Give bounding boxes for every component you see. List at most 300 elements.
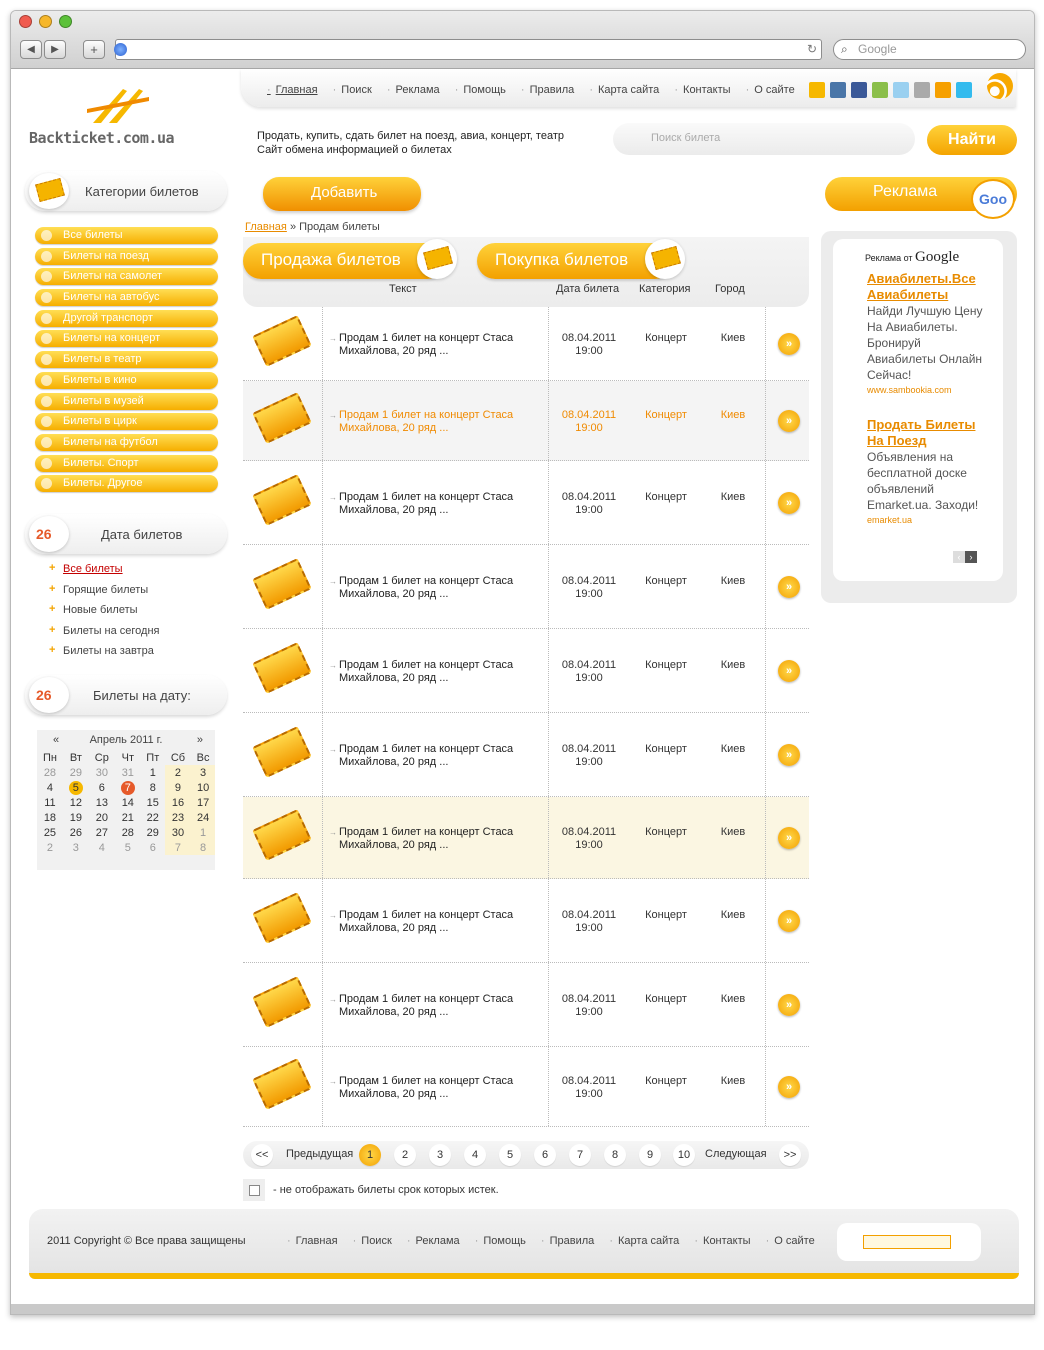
category-theater[interactable] xyxy=(35,351,218,368)
pager-prev[interactable]: Предыдущая xyxy=(286,1148,354,1160)
pager-page-2[interactable]: 2 xyxy=(394,1144,416,1166)
tab-buy-label: Покупка билетов xyxy=(495,250,629,269)
date-filter-hot[interactable]: + Горящие билеты xyxy=(49,584,160,605)
ads-by-google xyxy=(865,249,959,266)
calendar-day-number: 9 xyxy=(174,781,182,794)
film-icon xyxy=(41,375,52,386)
ticket-thumbnail[interactable] xyxy=(243,461,323,544)
ticket-date xyxy=(549,993,629,1019)
calendar-day-cell[interactable] xyxy=(37,840,63,855)
category-all-icon xyxy=(41,230,52,241)
ticket-date-time: 19:00 xyxy=(575,922,603,934)
nav-link-sitemap[interactable]: · Карта сайта xyxy=(589,84,659,96)
ticket-row[interactable] xyxy=(243,461,809,545)
ticket-row[interactable] xyxy=(243,545,809,629)
site-tagline xyxy=(257,129,564,157)
twitter-icon[interactable] xyxy=(956,82,972,98)
calendar-day-number: 7 xyxy=(174,841,182,854)
tagline-line-2: Сайт обмена информацией о билетах xyxy=(257,144,452,156)
ad-item xyxy=(867,271,991,397)
add-ticket-button[interactable]: Добавить xyxy=(263,177,421,211)
calendar-day-number: 8 xyxy=(149,781,156,794)
ticket-date xyxy=(549,491,629,517)
calendar-ticket-icon xyxy=(29,516,69,552)
calendar-day-cell[interactable] xyxy=(165,795,191,810)
browser-toolbar xyxy=(11,11,1034,69)
ticket-date-time: 19:00 xyxy=(575,672,603,684)
footer-link-ads[interactable]: · Реклама xyxy=(407,1235,460,1247)
ticket-description[interactable]: → Продам 1 билет на концерт Стаса Михайлова, 20 ряд ... xyxy=(339,332,539,358)
microphone-icon xyxy=(41,333,52,344)
pager-page-10[interactable]: 10 xyxy=(673,1144,695,1166)
calendar-weekday: Вт xyxy=(69,751,82,764)
tab-sell[interactable] xyxy=(243,243,445,279)
hide-expired-option xyxy=(243,1179,499,1201)
mask-icon xyxy=(41,354,52,365)
category-other-transport[interactable] xyxy=(35,310,218,327)
col-header-date: Дата билета xyxy=(556,283,620,295)
calendar-day-cell[interactable] xyxy=(165,840,191,855)
ticket-thumbnail[interactable] xyxy=(243,879,323,962)
ticket-date-day: 08.04.2011 xyxy=(561,743,617,755)
hide-expired-checkbox[interactable] xyxy=(243,1179,265,1201)
calendar-weekday: Чт xyxy=(121,751,134,764)
calendar-day-number: 26 xyxy=(69,826,82,839)
nav-link-help[interactable]: · Помощь xyxy=(455,84,506,96)
breadcrumb-home[interactable]: Главная xyxy=(245,221,287,233)
browser-search-field[interactable] xyxy=(833,39,1026,60)
calendar-day-cell[interactable] xyxy=(89,825,115,840)
counter-widget[interactable] xyxy=(837,1223,981,1261)
pager-page-4[interactable]: 4 xyxy=(464,1144,486,1166)
ticket-description[interactable]: → Продам 1 билет на концерт Стаса Михайлова, 20 ряд ... xyxy=(339,409,539,435)
hide-expired-label: - не отображать билеты срок которых истек. xyxy=(273,1183,499,1196)
category-museum[interactable] xyxy=(35,393,218,410)
train-icon xyxy=(41,251,52,262)
ticket-date-time: 19:00 xyxy=(575,345,603,357)
ticket-date-day: 08.04.2011 xyxy=(561,1075,617,1087)
calendar-day-cell[interactable] xyxy=(165,810,191,825)
category-football[interactable] xyxy=(35,434,218,451)
add-bookmark-button[interactable]: + xyxy=(83,40,105,59)
calendar-day-cell[interactable] xyxy=(115,795,141,810)
ticket-row[interactable] xyxy=(243,629,809,713)
ads-next-button[interactable]: › xyxy=(965,551,977,563)
ticket-row[interactable] xyxy=(243,797,809,879)
ad-title-link[interactable]: Продать Билеты На Поезд xyxy=(867,417,976,448)
calendar-weekday: Вс xyxy=(196,751,210,764)
ticket-description[interactable]: → Продам 1 билет на концерт Стаса Михайлова, 20 ряд ... xyxy=(339,909,539,935)
date-filter-new[interactable]: + Новые билеты xyxy=(49,604,160,625)
ad-url[interactable]: emarket.ua xyxy=(867,515,913,525)
ad-title-link[interactable]: Авиабилеты.Все Авиабилеты xyxy=(867,271,976,302)
category-cinema[interactable] xyxy=(35,372,218,389)
ticket-row[interactable] xyxy=(243,879,809,963)
bydate-header xyxy=(25,675,227,715)
footer-link-sitemap[interactable]: · Карта сайта xyxy=(609,1235,679,1247)
col-header-category: Категория xyxy=(639,283,691,295)
category-all[interactable] xyxy=(35,227,218,244)
google-logo-text: Google xyxy=(915,249,960,265)
calendar-day-cell[interactable] xyxy=(89,780,115,795)
calendar-day-cell[interactable] xyxy=(63,795,89,810)
circus-icon xyxy=(41,416,52,427)
ticket-icon xyxy=(252,392,312,444)
social-icons xyxy=(809,82,974,98)
facebook-icon[interactable] xyxy=(851,82,867,98)
calendar-day-number: 28 xyxy=(121,826,134,839)
footer-link-about[interactable]: · О сайте xyxy=(766,1235,815,1247)
ticket-category: Концерт xyxy=(645,743,687,755)
globe-icon xyxy=(114,43,127,56)
category-train[interactable] xyxy=(35,248,218,265)
nav-link-ads[interactable]: · Реклама xyxy=(387,84,440,96)
calendar-day-number: 6 xyxy=(98,781,105,794)
ticket-icon xyxy=(252,892,312,944)
ticket-thumbnail[interactable] xyxy=(243,797,323,878)
breadcrumb-separator: » xyxy=(289,221,297,233)
open-ticket-button[interactable]: » xyxy=(778,827,800,849)
ticket-row[interactable] xyxy=(243,713,809,797)
print-icon[interactable] xyxy=(914,82,930,98)
minimize-window-button[interactable] xyxy=(39,15,52,28)
nav-link-home[interactable]: · Главная xyxy=(267,84,318,96)
calendar-day-cell[interactable] xyxy=(191,765,215,780)
calendar-day-number: 11 xyxy=(44,796,56,809)
date-filter-today[interactable]: + Билеты на сегодня xyxy=(49,625,160,646)
calendar-weekday: Сб xyxy=(170,751,186,764)
category-bus[interactable] xyxy=(35,289,218,306)
calendar-day-cell[interactable] xyxy=(165,825,191,840)
open-ticket-button[interactable]: » xyxy=(778,994,800,1016)
calendar-weekday: Пт xyxy=(146,751,160,764)
ticket-date-day: 08.04.2011 xyxy=(561,409,617,421)
calendar-day-cell[interactable] xyxy=(37,810,63,825)
pager-page-8[interactable]: 8 xyxy=(604,1144,626,1166)
ads-box xyxy=(821,231,1017,603)
open-ticket-button[interactable]: » xyxy=(778,910,800,932)
zoom-window-button[interactable] xyxy=(59,15,72,28)
ticket-thumbnail[interactable] xyxy=(243,629,323,712)
nav-link-rules[interactable]: · Правила xyxy=(521,84,574,96)
ticket-icon xyxy=(252,1058,312,1110)
categories-title: Категории билетов xyxy=(85,184,199,199)
ticket-thumbnail[interactable] xyxy=(243,1047,323,1126)
logo-text: Backticket.com.ua xyxy=(29,129,175,147)
ticket-icon xyxy=(252,726,312,778)
calendar-day-cell[interactable] xyxy=(141,765,165,780)
category-label: Билеты в театр xyxy=(63,353,142,366)
open-ticket-button[interactable]: » xyxy=(778,1076,800,1098)
calendar-day-cell[interactable] xyxy=(191,810,215,825)
ticket-thumbnail[interactable] xyxy=(243,545,323,628)
calendar-day-cell[interactable] xyxy=(37,780,63,795)
calendar-day-cell[interactable] xyxy=(165,780,191,795)
calendar-day-cell[interactable] xyxy=(191,825,215,840)
footer-link-help[interactable]: · Помощь xyxy=(475,1235,526,1247)
ticket-date-time: 19:00 xyxy=(575,588,603,600)
calendar-day-number: 4 xyxy=(46,781,53,794)
ticket-icon xyxy=(252,315,312,367)
ticket-row[interactable] xyxy=(243,307,809,381)
calendar-day-number: 5 xyxy=(124,841,131,854)
calendar-day-number: 10 xyxy=(196,781,210,794)
odnoklassniki-icon[interactable] xyxy=(872,82,888,98)
vkontakte-icon[interactable] xyxy=(830,82,846,98)
calendar-day-cell[interactable] xyxy=(115,780,141,795)
calendar-day-cell[interactable] xyxy=(63,825,89,840)
mail-icon[interactable] xyxy=(893,82,909,98)
open-ticket-button[interactable]: » xyxy=(778,410,800,432)
pager-next[interactable]: Следующая xyxy=(705,1148,767,1160)
pager-first[interactable]: << xyxy=(251,1144,273,1166)
nav-link-about[interactable]: · О сайте xyxy=(746,84,795,96)
category-label: Другой транспорт xyxy=(63,311,153,324)
ticket-date-day: 08.04.2011 xyxy=(561,659,617,671)
calendar-day-number: 16 xyxy=(171,796,185,809)
ad-url[interactable]: www.sambookia.com xyxy=(867,385,952,395)
ticket-date-day: 08.04.2011 xyxy=(561,993,617,1005)
calendar-day-cell[interactable] xyxy=(63,840,89,855)
category-list xyxy=(35,227,218,496)
calendar-day-cell[interactable] xyxy=(141,810,165,825)
date-filter-list xyxy=(49,563,160,666)
plane-icon xyxy=(41,271,52,282)
ticket-description[interactable]: → Продам 1 билет на концерт Стаса Михайлова, 20 ряд ... xyxy=(339,743,539,769)
col-header-text: Текст xyxy=(389,283,417,295)
ticket-description[interactable]: → Продам 1 билет на концерт Стаса Михайлова, 20 ряд ... xyxy=(339,491,539,517)
ticket-thumbnail[interactable] xyxy=(243,381,323,460)
calendar-day-cell[interactable] xyxy=(191,840,215,855)
ticket-city: Киев xyxy=(720,491,746,503)
listing-tabs xyxy=(243,237,809,307)
rss-icon[interactable] xyxy=(987,73,1013,99)
calendar-day-number: 1 xyxy=(200,826,207,839)
calendar-day-number: 6 xyxy=(149,841,156,854)
category-other[interactable] xyxy=(35,475,218,492)
calendar-day: 26 xyxy=(36,687,52,703)
ticket-date-time: 19:00 xyxy=(575,422,603,434)
ticket-description[interactable]: → Продам 1 билет на концерт Стаса Михайлова, 20 ряд ... xyxy=(339,575,539,601)
category-plane[interactable] xyxy=(35,268,218,285)
calendar-day-cell[interactable] xyxy=(115,840,141,855)
ticket-city: Киев xyxy=(720,993,746,1005)
browser-window xyxy=(10,10,1035,1315)
pager-page-1[interactable]: 1 xyxy=(359,1144,381,1166)
open-ticket-button[interactable]: » xyxy=(778,576,800,598)
pager-page-7[interactable]: 7 xyxy=(569,1144,591,1166)
ticket-icon xyxy=(252,809,312,861)
category-label: Билеты в цирк xyxy=(63,415,137,428)
ads-header xyxy=(825,177,1017,211)
ticket-date xyxy=(549,659,629,685)
ticket-category: Концерт xyxy=(645,409,687,421)
date-filter-all[interactable]: + Все билеты xyxy=(49,563,160,584)
football-icon xyxy=(41,437,52,448)
tab-buy[interactable] xyxy=(477,243,673,279)
pager-page-5[interactable]: 5 xyxy=(499,1144,521,1166)
category-concert[interactable] xyxy=(35,330,218,347)
calendar-day-cell[interactable] xyxy=(37,795,63,810)
site-logo[interactable] xyxy=(29,83,229,149)
ticket-date xyxy=(549,909,629,935)
ticket-date xyxy=(549,743,629,769)
footer-link-rules[interactable]: · Правила xyxy=(541,1235,594,1247)
ticket-description[interactable]: → Продам 1 билет на концерт Стаса Михайлова, 20 ряд ... xyxy=(339,1075,539,1101)
bydate-title: Билеты на дату: xyxy=(93,688,191,703)
copyright: 2011 Copyright © Все права защищены xyxy=(47,1235,246,1247)
calendar-day-cell[interactable] xyxy=(115,765,141,780)
calendar-day-cell[interactable] xyxy=(141,780,165,795)
back-button[interactable]: ◀ xyxy=(20,40,42,59)
search-button[interactable]: Найти xyxy=(927,125,1017,155)
calendar-day-cell[interactable] xyxy=(37,825,63,840)
ticket-date-time: 19:00 xyxy=(575,504,603,516)
category-circus[interactable] xyxy=(35,413,218,430)
calendar-day-number: 15 xyxy=(146,796,159,809)
ticket-city: Киев xyxy=(720,659,746,671)
calendar-day-number: 29 xyxy=(69,766,82,779)
ticket-date-day: 08.04.2011 xyxy=(561,332,617,344)
calendar-day-cell[interactable] xyxy=(141,795,165,810)
ticket-city: Киев xyxy=(720,1075,746,1087)
ticket-row[interactable] xyxy=(243,381,809,461)
pager-page-6[interactable]: 6 xyxy=(534,1144,556,1166)
category-label: Билеты на поезд xyxy=(63,249,149,262)
calendar-day-cell[interactable] xyxy=(115,810,141,825)
ticket-icon xyxy=(29,173,69,209)
category-label: Билеты на концерт xyxy=(63,332,161,345)
ticket-thumbnail[interactable] xyxy=(243,713,323,796)
calendar-day-number: 31 xyxy=(121,766,134,779)
category-label: Билеты в кино xyxy=(63,373,137,386)
ad-description: Объявления на бесплатной доске объявлений Emarket.ua. Заходи! xyxy=(867,450,979,512)
calendar-day-cell[interactable] xyxy=(165,765,191,780)
footer-link-home[interactable]: · Главная xyxy=(287,1235,338,1247)
ticket-table xyxy=(243,307,809,1127)
open-ticket-button[interactable]: » xyxy=(778,660,800,682)
calendar-day-number: 23 xyxy=(171,811,185,824)
nav-link-contacts[interactable]: · Контакты xyxy=(674,84,730,96)
open-ticket-button[interactable]: » xyxy=(778,492,800,514)
calendar-day-number: 7 xyxy=(121,781,135,795)
category-label: Билеты на автобус xyxy=(63,291,160,304)
ticket-date-day: 08.04.2011 xyxy=(561,575,617,587)
pager-last[interactable]: >> xyxy=(779,1144,801,1166)
ticket-row[interactable] xyxy=(243,1047,809,1127)
ticket-description[interactable]: → Продам 1 билет на концерт Стаса Михайлова, 20 ряд ... xyxy=(339,993,539,1019)
calendar-day-cell[interactable] xyxy=(191,780,215,795)
category-label: Билеты на самолет xyxy=(63,270,163,283)
forward-button[interactable]: ▶ xyxy=(44,40,66,59)
ticket-category: Концерт xyxy=(645,575,687,587)
ticket-category: Концерт xyxy=(645,826,687,838)
ticket-date-time: 19:00 xyxy=(575,1088,603,1100)
calendar-day-number: 25 xyxy=(43,826,57,839)
calendar-day-number: 1 xyxy=(149,766,156,779)
bus-icon xyxy=(41,292,52,303)
ticket-icon xyxy=(252,474,312,526)
ticket-description[interactable]: → Продам 1 билет на концерт Стаса Михайлова, 20 ряд ... xyxy=(339,659,539,685)
calendar-day-number: 30 xyxy=(171,826,185,839)
museum-icon xyxy=(41,396,52,407)
pager-page-3[interactable]: 3 xyxy=(429,1144,451,1166)
browser-search-placeholder: Google xyxy=(858,42,897,56)
ads-title: Реклама xyxy=(873,183,938,200)
category-sport[interactable] xyxy=(35,455,218,472)
ticket-date xyxy=(549,332,629,358)
open-ticket-button[interactable]: » xyxy=(778,744,800,766)
pager-page-9[interactable]: 9 xyxy=(639,1144,661,1166)
ticket-date-day: 08.04.2011 xyxy=(561,491,617,503)
calendar-day-cell[interactable] xyxy=(89,765,115,780)
calendar-day-cell[interactable] xyxy=(63,810,89,825)
ticket-thumbnail[interactable] xyxy=(243,963,323,1046)
footer-links xyxy=(287,1235,827,1247)
calendar-day-cell[interactable] xyxy=(63,765,89,780)
calendar-day-cell[interactable] xyxy=(89,840,115,855)
calendar-day-number: 18 xyxy=(43,811,57,824)
close-window-button[interactable] xyxy=(19,15,32,28)
calendar-day-number: 20 xyxy=(95,811,108,824)
breadcrumb-current: Продам билеты xyxy=(299,221,380,233)
ticket-row[interactable] xyxy=(243,963,809,1047)
ticket-thumbnail[interactable] xyxy=(243,307,323,380)
calendar-day-cell[interactable] xyxy=(191,795,215,810)
ads-prev-button[interactable]: ‹ xyxy=(953,551,965,563)
date-filter-tomorrow[interactable]: + Билеты на завтра xyxy=(49,645,160,666)
calendar-weekday: Пн xyxy=(42,751,57,764)
category-label: Билеты. Спорт xyxy=(63,456,139,469)
top-navigation xyxy=(241,69,1016,107)
logo-mark-icon xyxy=(83,83,153,127)
calendar-day-cell[interactable] xyxy=(37,765,63,780)
calendar-month: Апрель 2011 г. xyxy=(89,734,163,746)
calendar-day-cell[interactable] xyxy=(115,825,141,840)
calendar-day-number: 14 xyxy=(121,796,134,809)
nav-link-search[interactable]: · Поиск xyxy=(333,84,372,96)
ticket-date-time: 19:00 xyxy=(575,756,603,768)
calendar-day-cell[interactable] xyxy=(63,780,89,795)
calendar-day-cell[interactable] xyxy=(89,795,115,810)
footer-link-contacts[interactable]: · Контакты xyxy=(694,1235,750,1247)
calendar-day-cell[interactable] xyxy=(141,825,165,840)
share-plus-icon[interactable] xyxy=(935,82,951,98)
dates-header xyxy=(25,514,227,554)
calendar-day-cell[interactable] xyxy=(89,810,115,825)
calendar-next[interactable]: » xyxy=(196,734,203,746)
ticket-date-day: 08.04.2011 xyxy=(561,826,617,838)
favorite-star-icon[interactable] xyxy=(809,82,825,98)
calendar-day-number: 30 xyxy=(95,766,108,779)
ticket-description[interactable]: → Продам 1 билет на концерт Стаса Михайлова, 20 ряд ... xyxy=(339,826,539,852)
ticket-category: Концерт xyxy=(645,491,687,503)
open-ticket-button[interactable]: » xyxy=(778,333,800,355)
footer-link-search[interactable]: · Поиск xyxy=(353,1235,392,1247)
breadcrumb xyxy=(245,221,380,233)
ticket-date-time: 19:00 xyxy=(575,1006,603,1018)
address-bar[interactable] xyxy=(115,39,822,60)
calendar-day-number: 29 xyxy=(146,826,159,839)
calendar-prev[interactable]: « xyxy=(53,734,60,746)
money-ticket-icon xyxy=(417,239,457,279)
reload-icon[interactable]: ↻ xyxy=(806,42,817,56)
calendar-day-cell[interactable] xyxy=(141,840,165,855)
ticket-search-input[interactable]: Поиск билета xyxy=(613,123,915,155)
calendar-day-number: 19 xyxy=(69,811,82,824)
ticket-category: Концерт xyxy=(645,993,687,1005)
calendar-day-number: 3 xyxy=(72,841,79,854)
